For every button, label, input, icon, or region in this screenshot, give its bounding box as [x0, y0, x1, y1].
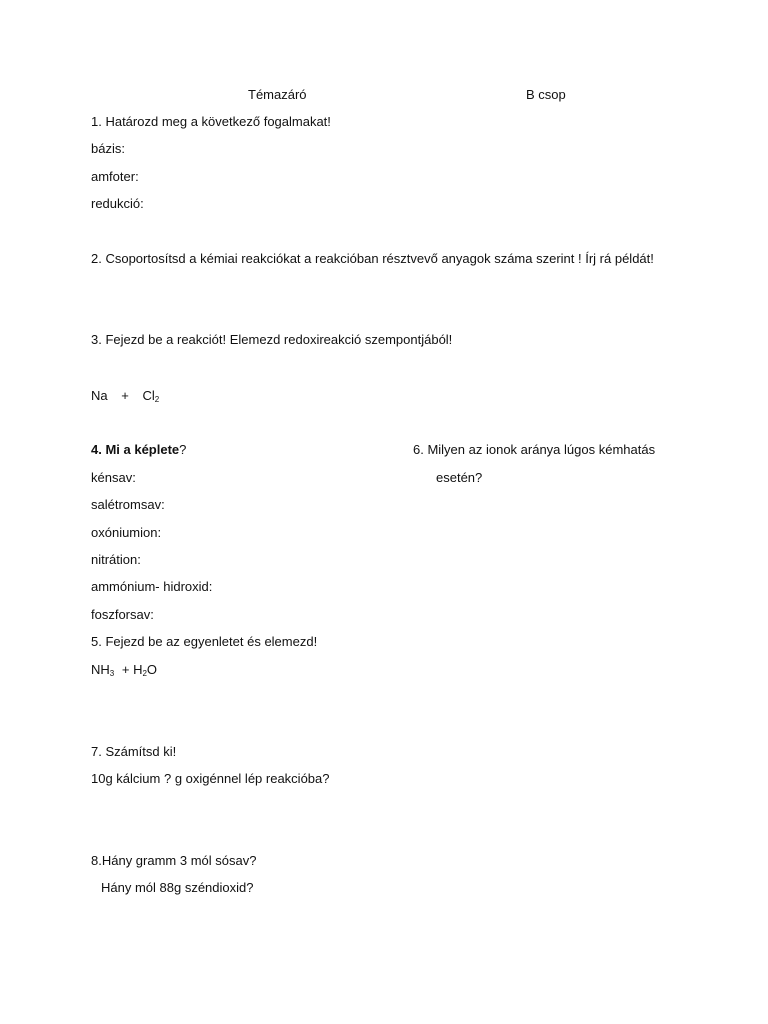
item-oxoniumion: oxóniumion:: [91, 525, 162, 540]
term-bazis: bázis:: [91, 141, 125, 156]
question-1: 1. Határozd meg a következő fogalmakat!: [91, 114, 331, 129]
question-8-cont: Hány mól 88g széndioxid?: [101, 880, 254, 895]
plus-sign: +: [121, 388, 129, 403]
group-label: B csop: [526, 87, 566, 102]
question-6: 6. Milyen az ionok aránya lúgos kémhatás: [413, 442, 656, 457]
reactant-na: Na: [91, 388, 108, 403]
reactant-h: H: [133, 662, 143, 677]
reactant-o: O: [146, 662, 158, 677]
question-4-mark: ?: [179, 442, 187, 457]
question-5: 5. Fejezd be az egyenletet és elemezd!: [91, 634, 318, 649]
page-title: Témazáró: [248, 87, 307, 102]
subscript: 2: [142, 669, 147, 678]
term-redukcio: redukció:: [91, 196, 144, 211]
question-7: 7. Számítsd ki!: [91, 744, 177, 759]
reactant-nh: NH: [91, 662, 110, 677]
subscript: 2: [154, 395, 160, 404]
question-8: 8.Hány gramm 3 mól sósav?: [91, 853, 257, 868]
term-amfoter: amfoter:: [91, 169, 139, 184]
item-ammonium-hidroxid: ammónium- hidroxid:: [91, 579, 213, 594]
question-2: 2. Csoportosítsd a kémiai reakciókat a reakcióban résztvevő anyagok száma szerint ! Írj rá példát!: [91, 251, 654, 266]
question-7-task: 10g kálcium ? g oxigénnel lép reakcióba?: [91, 771, 330, 786]
plus-sign: +: [121, 662, 130, 677]
subscript: 3: [109, 669, 115, 678]
reactant-cl: Cl: [142, 388, 155, 403]
question-4: [91, 442, 186, 458]
question-3: 3. Fejezd be a reakciót! Elemezd redoxireakció szempontjából!: [91, 332, 453, 347]
item-saletromsav: salétromsav:: [91, 497, 165, 512]
item-foszforsav: foszforsav:: [91, 607, 154, 622]
item-kensav: kénsav:: [91, 470, 136, 485]
equation-nh3-h2o: [91, 662, 157, 682]
reaction-na-cl2: [91, 388, 159, 408]
question-4-bold: 4. Mi a képlete: [91, 442, 180, 457]
question-6-cont: esetén?: [436, 470, 483, 485]
item-nitration: nitrátion:: [91, 552, 141, 567]
